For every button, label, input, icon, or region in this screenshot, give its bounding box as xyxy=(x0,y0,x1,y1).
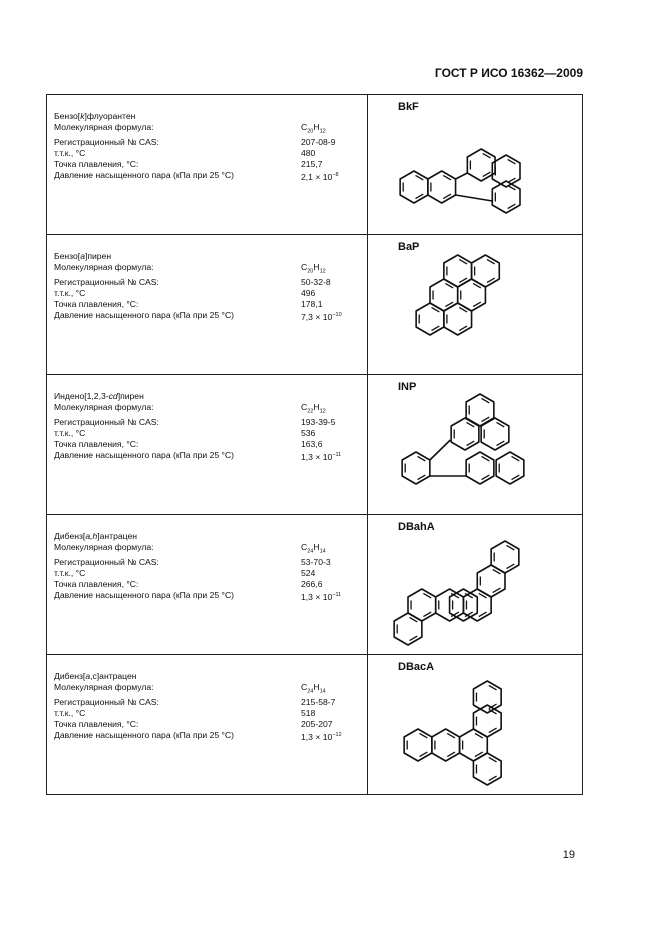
compound-row xyxy=(47,235,583,375)
vapor-pressure-value: $1,3 \times 10^{-11}$ xyxy=(301,591,342,602)
melting-point-label: Точка плавления, °C: xyxy=(54,158,139,169)
structure-cell xyxy=(368,515,583,655)
melting-point-value: 215,7 xyxy=(301,158,323,169)
aromatic-ring xyxy=(473,705,501,737)
compound-row xyxy=(47,95,583,235)
compound-abbreviation: BaP xyxy=(398,241,420,253)
formula-label: Молекулярная формула: xyxy=(54,121,154,132)
aromatic-ring xyxy=(492,155,520,187)
document-header: ГОСТ Р ИСО 16362—2009 xyxy=(434,66,583,80)
aromatic-ring xyxy=(491,541,519,573)
boiling-point-value: 518 xyxy=(301,708,316,719)
boiling-point-value: 496 xyxy=(301,288,316,299)
cas-value: 193-39-5 xyxy=(301,417,336,428)
compound-properties-cell xyxy=(47,95,368,235)
single-bond xyxy=(456,173,468,179)
compound-abbreviation: INP xyxy=(398,381,417,393)
vapor-pressure-label: Давление насыщенного пара (кПа при 25 °С) xyxy=(54,729,235,740)
aromatic-ring xyxy=(473,753,501,785)
cas-label: Регистрационный № CAS: xyxy=(54,557,159,568)
vapor-pressure-value: $2,1 \times 10^{-8}$ xyxy=(301,171,339,182)
boiling-point-value: 480 xyxy=(301,148,316,159)
single-bond xyxy=(430,440,450,460)
compound-row xyxy=(47,655,583,795)
structure-cell xyxy=(368,95,583,235)
vapor-pressure-label: Давление насыщенного пара (кПа при 25 °С) xyxy=(54,169,235,180)
vapor-pressure-value: $1,3 \times 10^{-12}$ xyxy=(301,731,342,742)
boiling-point-label: т.т.к., °C xyxy=(54,148,86,159)
boiling-point-label: т.т.к., °C xyxy=(54,288,86,299)
page-number: 19 xyxy=(562,849,575,861)
aromatic-ring xyxy=(466,394,494,426)
melting-point-value: 266,6 xyxy=(301,578,323,589)
aromatic-ring xyxy=(400,171,428,203)
formula-value: $C_{24}H_{14}$ xyxy=(301,541,326,555)
aromatic-ring xyxy=(496,452,524,484)
structure-diagram xyxy=(368,375,582,514)
aromatic-ring xyxy=(467,149,495,181)
structure-diagram xyxy=(368,655,582,794)
structure-diagram xyxy=(368,235,582,374)
compound-name: Бензо[a]пирен xyxy=(54,251,112,261)
vapor-pressure-value: $1,3 \times 10^{-11}$ xyxy=(301,451,342,462)
cas-value: 207-08-9 xyxy=(301,137,336,148)
formula-label: Молекулярная формула: xyxy=(54,541,154,552)
aromatic-ring xyxy=(432,729,460,761)
compound-name: Бензо[k]флуорантен xyxy=(54,111,136,121)
aromatic-ring xyxy=(402,452,430,484)
aromatic-ring xyxy=(408,589,436,621)
formula-value: $C_{22}H_{12}$ xyxy=(301,401,326,415)
cas-value: 50-32-8 xyxy=(301,277,331,288)
single-bond xyxy=(456,195,493,201)
formula-value: $C_{24}H_{14}$ xyxy=(301,681,326,695)
melting-point-value: 163,6 xyxy=(301,438,323,449)
aromatic-ring xyxy=(472,255,500,287)
structure-diagram xyxy=(368,95,582,234)
vapor-pressure-label: Давление насыщенного пара (кПа при 25 °С) xyxy=(54,589,235,600)
structure-diagram xyxy=(368,515,582,654)
melting-point-label: Точка плавления, °C: xyxy=(54,718,139,729)
melting-point-value: 205-207 xyxy=(301,718,333,729)
structure-cell xyxy=(368,655,583,795)
aromatic-ring xyxy=(473,681,501,713)
aromatic-ring xyxy=(466,452,494,484)
melting-point-value: 178,1 xyxy=(301,298,323,309)
formula-label: Молекулярная формула: xyxy=(54,401,154,412)
cas-value: 53-70-3 xyxy=(301,557,331,568)
cas-label: Регистрационный № CAS: xyxy=(54,417,159,428)
compound-table xyxy=(46,94,583,795)
compound-abbreviation: BkF xyxy=(398,101,419,113)
cas-label: Регистрационный № CAS: xyxy=(54,277,159,288)
compound-properties-cell xyxy=(47,515,368,655)
boiling-point-label: т.т.к., °C xyxy=(54,428,86,439)
vapor-pressure-label: Давление насыщенного пара (кПа при 25 °С) xyxy=(54,449,235,460)
compound-abbreviation: DBacA xyxy=(398,661,435,673)
melting-point-label: Точка плавления, °C: xyxy=(54,578,139,589)
compound-row xyxy=(47,375,583,515)
boiling-point-value: 536 xyxy=(301,428,316,439)
aromatic-ring xyxy=(492,181,520,213)
compound-name: Индено[1,2,3-cd]пирен xyxy=(54,391,144,401)
compound-name: Дибенз[a,h]антрацен xyxy=(54,531,138,541)
compound-abbreviation: DBahA xyxy=(398,521,435,533)
formula-value: $C_{20}H_{12}$ xyxy=(301,261,326,275)
melting-point-label: Точка плавления, °C: xyxy=(54,438,139,449)
compound-row xyxy=(47,515,583,655)
cas-label: Регистрационный № CAS: xyxy=(54,137,159,148)
compound-properties-cell xyxy=(47,235,368,375)
vapor-pressure-value: $7,3 \times 10^{-10}$ xyxy=(301,311,342,322)
cas-value: 215-58-7 xyxy=(301,697,336,708)
boiling-point-value: 524 xyxy=(301,568,316,579)
structure-cell xyxy=(368,235,583,375)
compound-name: Дибенз[a,c]антрацен xyxy=(54,671,137,681)
aromatic-ring xyxy=(444,255,472,287)
boiling-point-label: т.т.к., °C xyxy=(54,708,86,719)
compound-properties-cell xyxy=(47,375,368,515)
boiling-point-label: т.т.к., °C xyxy=(54,568,86,579)
melting-point-label: Точка плавления, °C: xyxy=(54,298,139,309)
vapor-pressure-label: Давление насыщенного пара (кПа при 25 °С) xyxy=(54,309,235,320)
aromatic-ring xyxy=(428,171,456,203)
aromatic-ring xyxy=(404,729,432,761)
compound-properties-cell xyxy=(47,655,368,795)
formula-label: Молекулярная формула: xyxy=(54,681,154,692)
cas-label: Регистрационный № CAS: xyxy=(54,697,159,708)
formula-value: $C_{20}H_{12}$ xyxy=(301,121,326,135)
structure-cell xyxy=(368,375,583,515)
formula-label: Молекулярная формула: xyxy=(54,261,154,272)
